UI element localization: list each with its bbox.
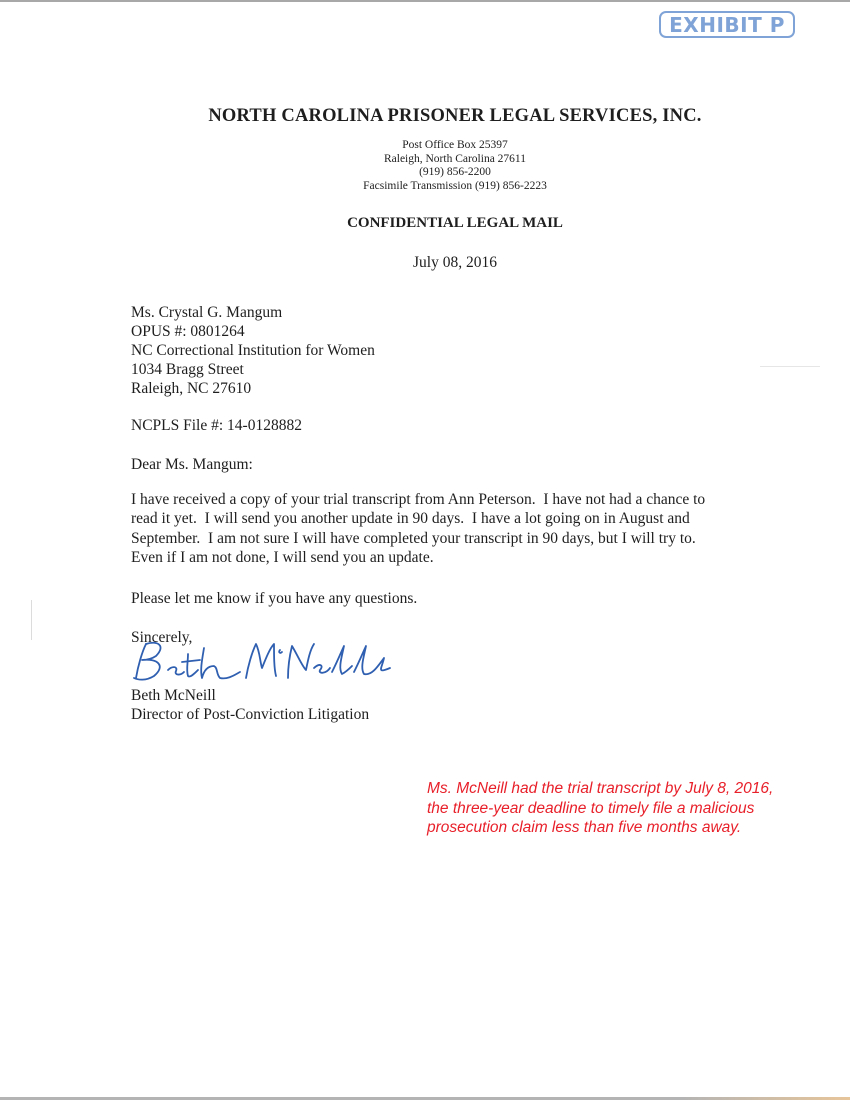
signer-title: Director of Post-Conviction Litigation bbox=[131, 706, 370, 723]
letter-date: July 08, 2016 bbox=[413, 254, 497, 271]
recipient-line: NC Correctional Institution for Women bbox=[131, 342, 375, 359]
recipient-line: 1034 Bragg Street bbox=[131, 361, 244, 378]
salutation: Dear Ms. Mangum: bbox=[131, 456, 253, 473]
address-line: Raleigh, North Carolina 27611 bbox=[383, 152, 527, 165]
scan-top-edge bbox=[0, 0, 850, 2]
recipient-line: Ms. Crystal G. Mangum bbox=[131, 304, 283, 321]
sign-off: Sincerely, bbox=[131, 629, 193, 646]
annotation-line: prosecution claim less than five months away. bbox=[427, 819, 742, 836]
body-line: I have received a copy of your trial transcript from Ann Peterson. I have not had a chance to bbox=[131, 491, 706, 508]
body-line: Even if I am not done, I will send you an update. bbox=[131, 548, 434, 566]
address-line: Facsimile Transmission (919) 856-2223 bbox=[363, 179, 547, 192]
address-line: (919) 856-2200 bbox=[419, 166, 491, 178]
letter-body bbox=[131, 490, 791, 567]
recipient-line: OPUS #: 0801264 bbox=[131, 323, 245, 340]
signer-block bbox=[131, 686, 369, 724]
annotation-line: the three-year deadline to timely file a malicious bbox=[427, 799, 755, 817]
address-line: Post Office Box 25397 bbox=[402, 139, 508, 151]
confidential-heading: CONFIDENTIAL LEGAL MAIL bbox=[347, 215, 563, 231]
scan-artifact-line bbox=[31, 600, 32, 640]
closing-line: Please let me know if you have any questions. bbox=[131, 590, 418, 607]
annotation-line: Ms. McNeill had the trial transcript by July 8, 2016, bbox=[427, 780, 774, 797]
red-annotation bbox=[427, 779, 827, 838]
recipient-line: Raleigh, NC 27610 bbox=[131, 380, 252, 397]
recipient-address bbox=[131, 303, 375, 398]
letterhead-address bbox=[250, 139, 660, 193]
scan-artifact-line bbox=[760, 366, 820, 367]
exhibit-stamp: EXHIBIT P bbox=[659, 11, 795, 38]
organization-name: NORTH CAROLINA PRISONER LEGAL SERVICES, INC. bbox=[208, 106, 702, 126]
signer-name: Beth McNeill bbox=[131, 687, 216, 704]
body-line: September. I am not sure I will have completed your transcript in 90 days, but I will try to. bbox=[131, 529, 696, 547]
handwritten-signature bbox=[128, 638, 398, 684]
file-number: NCPLS File #: 14-0128882 bbox=[131, 417, 302, 434]
body-line: read it yet. I will send you another update in 90 days. I have a lot going on in August and bbox=[131, 510, 690, 528]
